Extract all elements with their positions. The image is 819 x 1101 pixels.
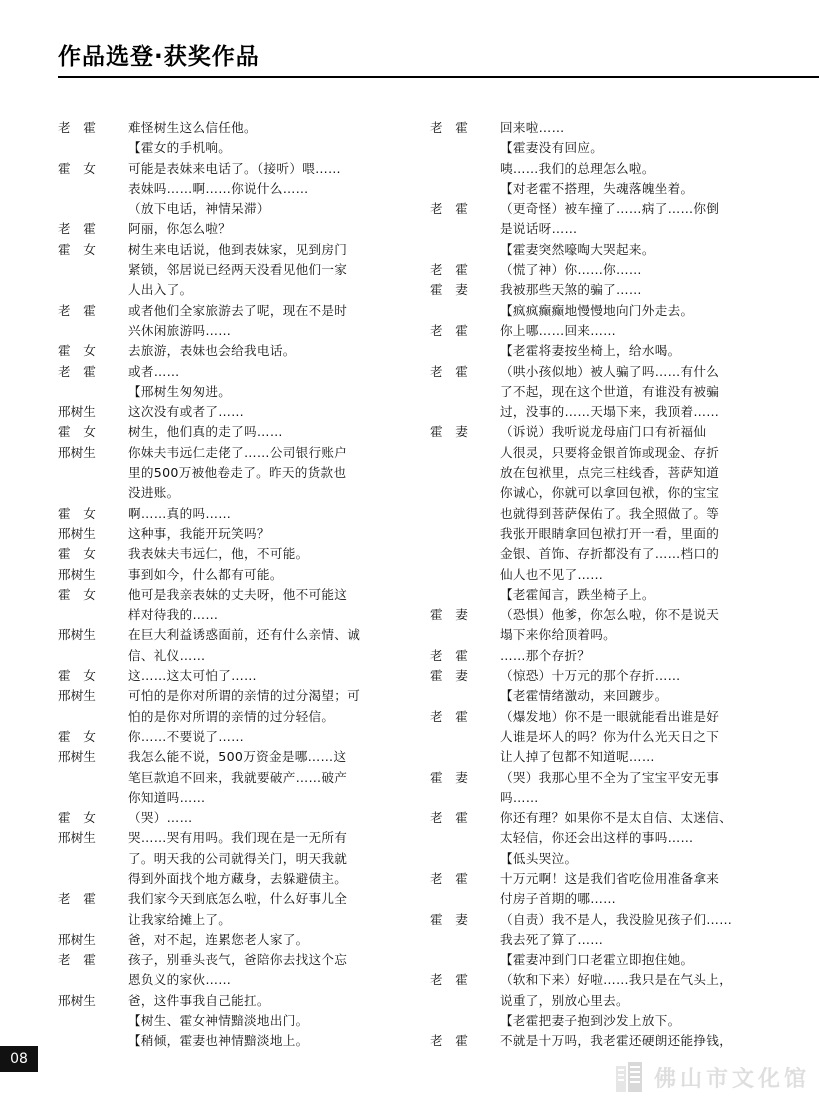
script-line — [430, 849, 775, 869]
script-line — [430, 991, 775, 1011]
speaker-name — [430, 443, 500, 463]
script-line — [430, 869, 775, 889]
dialogue-text: （慌了神）你……你…… — [500, 262, 642, 278]
speaker-name: 老 霍 — [430, 322, 468, 338]
script-line — [58, 422, 403, 442]
script-line — [430, 362, 775, 382]
speaker-name — [430, 565, 500, 585]
dialogue-text: （爆发地）你不是一眼就能看出谁是好 — [500, 708, 720, 724]
speaker-name: 老 霍 — [58, 120, 96, 135]
building-logo-icon — [612, 1060, 646, 1094]
speaker-name: 老 霍 — [58, 952, 96, 968]
speaker-name — [58, 179, 128, 199]
script-line — [430, 138, 775, 158]
script-line — [58, 179, 403, 199]
script-line — [58, 1011, 403, 1031]
script-line — [430, 747, 775, 767]
dialogue-text: 【老霍情绪激动，来回踱步。 — [500, 688, 668, 704]
script-line — [430, 930, 775, 950]
script-line — [430, 199, 775, 219]
script-line — [58, 362, 403, 382]
speaker-name — [58, 199, 128, 219]
script-line — [58, 747, 403, 767]
dialogue-text: 【邢树生匆匆进。 — [128, 383, 232, 399]
speaker-name — [430, 219, 500, 239]
dialogue-text: 人出入了。 — [128, 282, 193, 298]
speaker-name — [58, 483, 128, 503]
script-line — [430, 950, 775, 970]
script-line — [430, 768, 775, 788]
speaker-name: 邢树生 — [58, 404, 96, 420]
speaker-name: 霍 女 — [58, 241, 96, 257]
dialogue-text: 说重了，别放心里去。 — [500, 992, 629, 1008]
speaker-name — [430, 463, 500, 483]
script-line — [58, 991, 403, 1011]
dialogue-text: 这次没有或者了…… — [128, 404, 245, 420]
speaker-name — [430, 382, 500, 402]
speaker-name: 老 霍 — [58, 363, 96, 379]
dialogue-text: 【老霍闻言，跌坐椅子上。 — [500, 586, 655, 602]
speaker-name — [58, 646, 128, 666]
dialogue-text: 得到外面找个地方藏身，去躲避债主。 — [128, 870, 348, 886]
script-line — [58, 118, 403, 138]
script-line — [430, 686, 775, 706]
speaker-name — [58, 138, 128, 158]
script-line — [58, 1031, 403, 1051]
dialogue-text: 我张开眼睛拿回包袱打开一看，里面的 — [500, 525, 720, 541]
speaker-name — [58, 849, 128, 869]
script-line — [430, 1031, 775, 1051]
speaker-name: 邢树生 — [58, 931, 96, 947]
script-line — [58, 950, 403, 970]
script-line — [430, 219, 775, 239]
dialogue-text: 我被那些天煞的骗了…… — [500, 282, 642, 298]
speaker-name: 邢树生 — [58, 444, 96, 460]
script-line — [430, 179, 775, 199]
section-header: 作品选登·获奖作品 — [58, 44, 260, 70]
dialogue-text: 也就得到菩萨保佑了。我全照做了。等 — [500, 505, 720, 521]
speaker-name — [58, 768, 128, 788]
speaker-name: 邢树生 — [58, 627, 96, 643]
script-line — [58, 402, 403, 422]
speaker-name: 老 霍 — [430, 810, 468, 826]
speaker-name — [430, 402, 500, 422]
dialogue-text: 恩负义的家伙…… — [128, 972, 232, 988]
speaker-name: 老 霍 — [430, 972, 468, 988]
dialogue-text: 了。明天我的公司就得关门，明天我就 — [128, 850, 348, 866]
dialogue-text: 信、礼仪…… — [128, 647, 206, 663]
dialogue-text: 可怕的是你对所谓的亲情的过分渴望；可 — [128, 688, 361, 704]
script-line — [58, 138, 403, 158]
dialogue-text: 爸，这件事我自己能扛。 — [128, 992, 270, 1008]
dialogue-text: 爸，对不起，连累您老人家了。 — [128, 931, 309, 947]
speaker-name: 霍 女 — [58, 505, 96, 521]
dialogue-text: 人谁是坏人的吗？你为什么光天日之下 — [500, 728, 720, 744]
speaker-name — [430, 504, 500, 524]
dialogue-text: 他可是我亲表妹的丈夫呀，他不可能这 — [128, 586, 348, 602]
speaker-name — [58, 970, 128, 990]
speaker-name: 霍 妻 — [430, 424, 468, 440]
script-line — [430, 240, 775, 260]
speaker-name — [430, 950, 500, 970]
header-divider — [58, 76, 819, 78]
speaker-name — [430, 341, 500, 361]
speaker-name: 霍 女 — [58, 160, 96, 176]
speaker-name — [430, 788, 500, 808]
script-line — [58, 849, 403, 869]
dialogue-text: 我表妹夫韦远仁，他，不可能。 — [128, 546, 309, 562]
dialogue-text: 过，没事的……天塌下来，我顶着…… — [500, 404, 720, 420]
speaker-name: 霍 女 — [58, 668, 96, 684]
script-line — [58, 707, 403, 727]
speaker-name — [58, 788, 128, 808]
speaker-name: 霍 女 — [58, 810, 96, 826]
dialogue-text: 紧锁，邻居说已经两天没看见他们一家 — [128, 262, 348, 278]
script-line — [58, 504, 403, 524]
script-line — [430, 341, 775, 361]
speaker-name — [58, 1031, 128, 1051]
script-line — [430, 605, 775, 625]
dialogue-text: 你知道吗…… — [128, 789, 206, 805]
script-line — [58, 910, 403, 930]
speaker-name: 霍 女 — [58, 728, 96, 744]
dialogue-text: （自责）我不是人，我没脸见孩子们…… — [500, 911, 733, 927]
speaker-name — [430, 483, 500, 503]
script-line — [58, 544, 403, 564]
script-line — [58, 970, 403, 990]
script-line — [430, 463, 775, 483]
script-line — [58, 666, 403, 686]
script-line — [430, 159, 775, 179]
dialogue-text: 在巨大利益诱惑面前，还有什么亲情、诚 — [128, 627, 361, 643]
dialogue-text: 【低头哭泣。 — [500, 850, 578, 866]
speaker-name: 霍 女 — [58, 586, 96, 602]
script-line — [58, 869, 403, 889]
dialogue-text: （哄小孩似地）被人骗了吗……有什么 — [500, 363, 720, 379]
dialogue-text: ……那个存折？ — [500, 647, 591, 663]
script-line — [430, 422, 775, 442]
speaker-name — [430, 240, 500, 260]
script-line — [430, 666, 775, 686]
speaker-name: 霍 妻 — [430, 668, 468, 684]
dialogue-text: 或者…… — [128, 363, 180, 379]
speaker-name — [430, 1011, 500, 1031]
script-line — [58, 159, 403, 179]
speaker-name: 老 霍 — [430, 1033, 468, 1049]
speaker-name — [58, 382, 128, 402]
speaker-name: 霍 妻 — [430, 282, 468, 298]
script-line — [430, 970, 775, 990]
script-line — [58, 808, 403, 828]
script-line — [430, 382, 775, 402]
dialogue-text: 【老霍将妻按坐椅上，给水喝。 — [500, 343, 681, 359]
speaker-name: 霍 妻 — [430, 911, 468, 927]
dialogue-text: 【疯疯癫癫地慢慢地向门外走去。 — [500, 302, 694, 318]
script-line — [430, 828, 775, 848]
speaker-name: 霍 妻 — [430, 769, 468, 785]
dialogue-text: 是说话呀…… — [500, 221, 578, 237]
script-line — [430, 402, 775, 422]
dialogue-text: 这……这太可怕了…… — [128, 668, 257, 684]
dialogue-text: 【老霍把妻子抱到沙发上放下。 — [500, 1013, 681, 1029]
script-line — [430, 646, 775, 666]
dialogue-text: 你还有理？如果你不是太自信、太迷信、 — [500, 810, 733, 826]
speaker-name — [430, 991, 500, 1011]
dialogue-text: 【对老霍不搭理，失魂落魄坐着。 — [500, 180, 694, 196]
script-line — [430, 585, 775, 605]
speaker-name — [430, 585, 500, 605]
dialogue-text: 难怪树生这么信任他。 — [128, 120, 257, 135]
script-line — [58, 199, 403, 219]
dialogue-text: 笔巨款追不回来，我就要破产……破产 — [128, 769, 348, 785]
speaker-name: 老 霍 — [430, 201, 468, 217]
script-line — [58, 788, 403, 808]
page-number: 08 — [0, 1046, 38, 1072]
speaker-name — [430, 828, 500, 848]
speaker-name: 邢树生 — [58, 830, 96, 846]
dialogue-text: 哭……哭有用吗。我们现在是一无所有 — [128, 830, 348, 846]
dialogue-text: 了不起，现在这个世道，有谁没有被骗 — [500, 383, 720, 399]
dialogue-text: 表妹吗……啊……你说什么…… — [128, 180, 309, 196]
dialogue-text: 里的500万被他卷走了。昨天的货款也 — [128, 465, 347, 481]
dialogue-text: （哭）我那心里不全为了宝宝平安无事 — [500, 769, 720, 785]
speaker-name — [58, 463, 128, 483]
script-line — [58, 828, 403, 848]
script-line — [58, 646, 403, 666]
script-line — [58, 483, 403, 503]
speaker-name: 邢树生 — [58, 566, 96, 582]
dialogue-text: 你上哪……回来…… — [500, 322, 617, 338]
speaker-name — [430, 301, 500, 321]
dialogue-text: 太轻信，你还会出这样的事吗…… — [500, 830, 694, 846]
script-line — [58, 280, 403, 300]
speaker-name — [58, 260, 128, 280]
dialogue-text: 【霍女的手机响。 — [128, 140, 232, 156]
script-line — [430, 910, 775, 930]
speaker-name: 霍 女 — [58, 424, 96, 440]
dialogue-text: 阿丽，你怎么啦？ — [128, 221, 232, 237]
dialogue-text: （哭）…… — [128, 810, 193, 826]
script-line — [430, 707, 775, 727]
script-line — [58, 341, 403, 361]
dialogue-text: 去旅游，表妹也会给我电话。 — [128, 343, 296, 359]
speaker-name: 老 霍 — [430, 120, 468, 135]
dialogue-text: （恐惧）他爹，你怎么啦，你不是说天 — [500, 607, 720, 623]
script-line — [430, 260, 775, 280]
script-line — [58, 260, 403, 280]
dialogue-text: 不就是十万吗，我老霍还硬朗还能挣钱， — [500, 1033, 733, 1049]
speaker-name: 霍 女 — [58, 343, 96, 359]
speaker-name — [430, 179, 500, 199]
script-line — [430, 443, 775, 463]
speaker-name — [430, 524, 500, 544]
speaker-name — [430, 747, 500, 767]
speaker-name: 邢树生 — [58, 525, 96, 541]
speaker-name — [58, 1011, 128, 1031]
script-line — [58, 625, 403, 645]
script-line — [430, 727, 775, 747]
speaker-name — [58, 707, 128, 727]
dialogue-text: 你妹夫韦远仁走佬了……公司银行账户 — [128, 444, 348, 460]
speaker-name — [430, 159, 500, 179]
dialogue-text: 仙人也不见了…… — [500, 566, 604, 582]
dialogue-text: 树生，他们真的走了吗…… — [128, 424, 283, 440]
left-column — [58, 118, 403, 1052]
dialogue-text: 【霍妻突然嚎啕大哭起来。 — [500, 241, 655, 257]
speaker-name: 老 霍 — [58, 891, 96, 907]
speaker-name: 老 霍 — [430, 708, 468, 724]
script-line — [430, 544, 775, 564]
script-line — [430, 504, 775, 524]
dialogue-text: 兴休闲旅游吗…… — [128, 322, 232, 338]
speaker-name: 老 霍 — [430, 870, 468, 886]
speaker-name: 老 霍 — [58, 302, 96, 318]
speaker-name: 霍 女 — [58, 546, 96, 562]
speaker-name: 邢树生 — [58, 688, 96, 704]
dialogue-text: 【霍妻冲到门口老霍立即抱住她。 — [500, 952, 694, 968]
dialogue-text: 我们家今天到底怎么啦，什么好事儿全 — [128, 891, 348, 907]
script-line — [58, 605, 403, 625]
script-line — [430, 788, 775, 808]
script-line — [58, 240, 403, 260]
script-line — [430, 889, 775, 909]
script-line — [430, 118, 775, 138]
dialogue-text: 你诚心，你就可以拿回包袱，你的宝宝 — [500, 485, 720, 501]
script-line — [430, 1011, 775, 1031]
dialogue-text: 样对待我的…… — [128, 607, 219, 623]
dialogue-text: （软和下来）好啦……我只是在气头上， — [500, 972, 733, 988]
script-line — [430, 280, 775, 300]
script-line — [58, 382, 403, 402]
speaker-name: 老 霍 — [430, 363, 468, 379]
dialogue-text: 这种事，我能开玩笑吗？ — [128, 525, 270, 541]
dialogue-text: 树生来电话说，他到表妹家，见到房门 — [128, 241, 348, 257]
script-line — [58, 463, 403, 483]
dialogue-text: 十万元啊！这是我们省吃俭用准备拿来 — [500, 870, 720, 886]
speaker-name: 霍 妻 — [430, 607, 468, 623]
script-line — [58, 565, 403, 585]
speaker-name — [58, 605, 128, 625]
dialogue-text: 吗…… — [500, 789, 539, 805]
right-column — [430, 118, 775, 1052]
dialogue-text: 怕的是你对所谓的亲情的过分轻信。 — [128, 708, 335, 724]
dialogue-text: 付房子首期的哪…… — [500, 891, 617, 907]
script-line — [58, 585, 403, 605]
speaker-name: 老 霍 — [58, 221, 96, 237]
speaker-name — [430, 849, 500, 869]
script-line — [58, 889, 403, 909]
dialogue-text: （放下电话，神情呆滞） — [128, 201, 270, 217]
dialogue-text: 塌下来你给顶着吗。 — [500, 627, 617, 643]
speaker-name — [430, 544, 500, 564]
speaker-name — [58, 910, 128, 930]
script-line — [58, 686, 403, 706]
script-line — [430, 483, 775, 503]
dialogue-text: 让我家给摊上了。 — [128, 911, 232, 927]
dialogue-text: 我去死了算了…… — [500, 931, 604, 947]
script-line — [430, 808, 775, 828]
dialogue-text: 【稍倾，霍妻也神情黯淡地上。 — [128, 1033, 309, 1049]
script-line — [430, 565, 775, 585]
dialogue-text: 事到如今，什么都有可能。 — [128, 566, 283, 582]
speaker-name: 邢树生 — [58, 992, 96, 1008]
speaker-name: 老 霍 — [430, 262, 468, 278]
speaker-name — [430, 686, 500, 706]
dialogue-text: 可能是表妹来电话了。（接听）喂…… — [128, 160, 341, 176]
dialogue-text: （更奇怪）被车撞了……病了……你倒 — [500, 201, 720, 217]
script-line — [58, 301, 403, 321]
script-line — [58, 930, 403, 950]
speaker-name — [58, 321, 128, 341]
dialogue-text: 我怎么能不说，500万资金是哪……这 — [128, 749, 347, 765]
speaker-name — [430, 930, 500, 950]
speaker-name — [430, 138, 500, 158]
dialogue-text: 放在包袱里，点完三柱线香，菩萨知道 — [500, 465, 720, 481]
dialogue-text: 咦……我们的总理怎么啦。 — [500, 160, 655, 176]
dialogue-text: 没进账。 — [128, 485, 180, 501]
speaker-name: 老 霍 — [430, 647, 468, 663]
script-line — [58, 524, 403, 544]
script-line — [58, 768, 403, 788]
speaker-name — [430, 727, 500, 747]
dialogue-text: （诉说）我听说龙母庙门口有祈福仙 — [500, 424, 707, 440]
dialogue-text: 或者他们全家旅游去了呢，现在不是时 — [128, 302, 348, 318]
script-line — [430, 524, 775, 544]
script-line — [430, 301, 775, 321]
dialogue-text: 啊……真的吗…… — [128, 505, 232, 521]
watermark-text: 佛山市文化馆 — [654, 1065, 811, 1092]
script-line — [58, 219, 403, 239]
script-line — [58, 443, 403, 463]
dialogue-text: 金银、首饰、存折都没有了……档口的 — [500, 546, 720, 562]
dialogue-text: 让人掉了包都不知道呢…… — [500, 749, 655, 765]
script-line — [430, 625, 775, 645]
dialogue-text: 你……不要说了…… — [128, 728, 245, 744]
script-line — [58, 321, 403, 341]
dialogue-text: 【树生、霍女神情黯淡地出门。 — [128, 1013, 309, 1029]
speaker-name — [430, 625, 500, 645]
dialogue-text: 孩子，别垂头丧气，爸陪你去找这个忘 — [128, 952, 348, 968]
speaker-name — [58, 280, 128, 300]
watermark — [612, 1058, 812, 1096]
dialogue-text: 【霍妻没有回应。 — [500, 140, 604, 156]
speaker-name: 邢树生 — [58, 749, 96, 765]
speaker-name — [430, 889, 500, 909]
dialogue-text: 人很灵，只要将金银首饰或现金、存折 — [500, 444, 720, 460]
dialogue-text: 回来啦…… — [500, 120, 565, 135]
script-line — [58, 727, 403, 747]
speaker-name — [58, 869, 128, 889]
dialogue-text: （惊恐）十万元的那个存折…… — [500, 668, 681, 684]
script-line — [430, 321, 775, 341]
